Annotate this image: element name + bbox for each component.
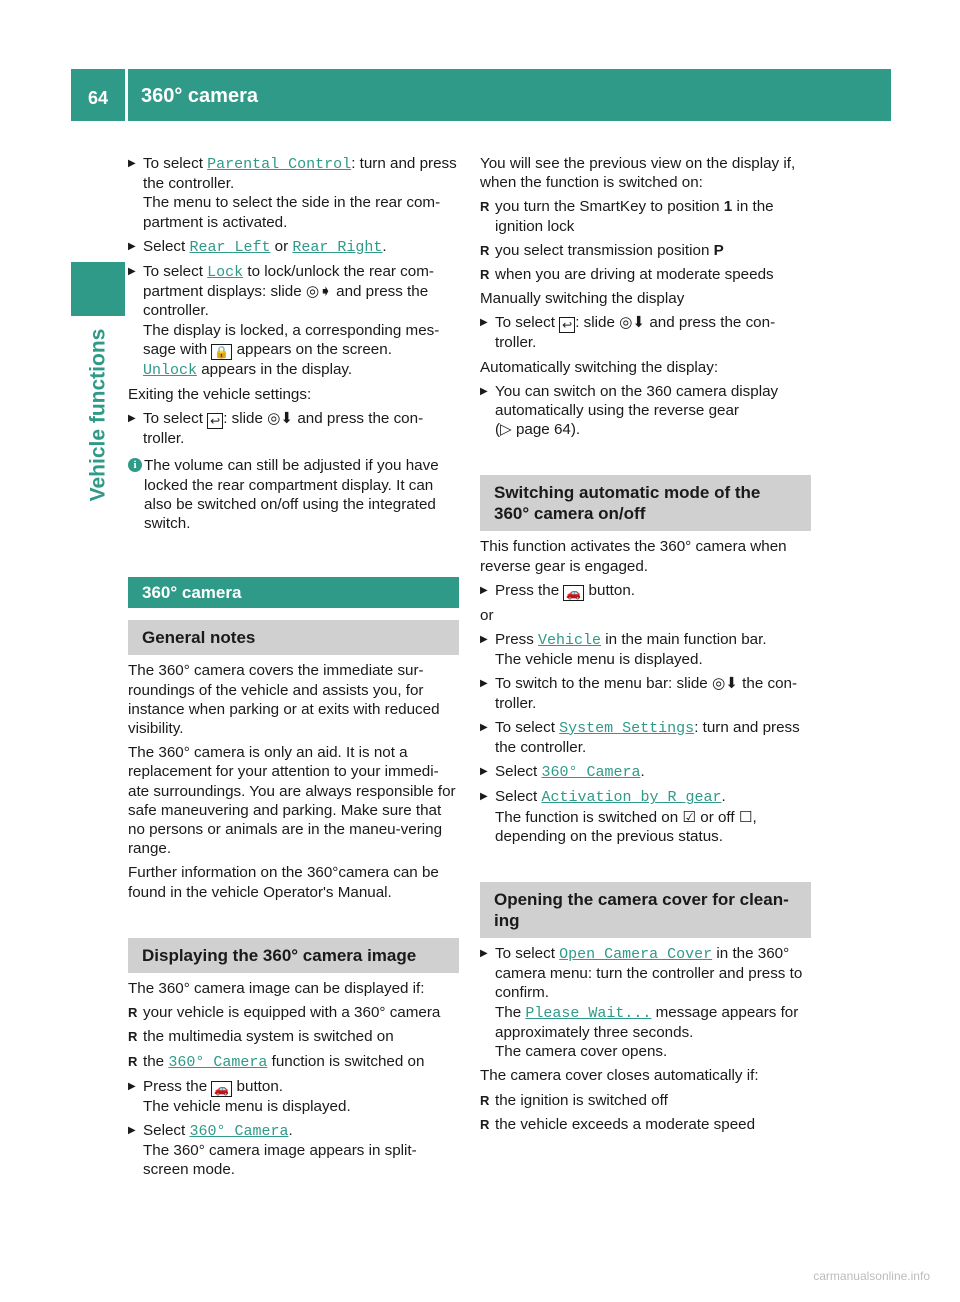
manual-heading: Manually switching the display	[480, 290, 685, 308]
watermark: carmanualsonline.info	[813, 1268, 930, 1283]
menu-item-lock: Lock	[207, 264, 244, 282]
step-text: and press the con-troller.	[495, 314, 776, 352]
step-text: To select	[495, 314, 560, 332]
auto-heading: Automatically switching the display:	[480, 358, 719, 376]
right-column	[480, 154, 811, 1139]
step-system-settings	[480, 718, 811, 757]
condition-bullet: R the multimedia system is switched on	[128, 1027, 459, 1046]
controller-slide-down-icon: ◎⬇	[711, 675, 738, 693]
step-text: : slide	[223, 410, 268, 428]
step-text: and press the con-troller.	[143, 410, 424, 448]
step-auto-switch	[480, 382, 811, 440]
checkbox-checked-icon: ☑	[682, 808, 697, 826]
step-text: .	[382, 237, 387, 255]
back-icon: ↩	[207, 413, 223, 429]
general-paragraph: Further information on the 360°camera can be found in the vehicle Operator's Manual.	[128, 864, 439, 901]
condition-bullet	[480, 197, 811, 235]
menu-item-system-settings: System Settings	[559, 719, 695, 737]
left-column	[128, 154, 459, 1185]
step-text: Press	[495, 631, 539, 649]
close-intro: The camera cover closes automatically if:	[480, 1067, 759, 1085]
step-result: ,	[752, 808, 757, 826]
page-reference: (▷ page 64).	[495, 421, 581, 439]
step-text: To switch to the menu bar: slide	[495, 675, 712, 693]
bullet-text: in the ignition lock	[495, 198, 774, 235]
menu-item-360-camera: 360° Camera	[541, 764, 641, 782]
step-text: and press the controller.	[143, 283, 429, 320]
step-text: Select	[495, 788, 542, 806]
step-text: To select	[143, 410, 208, 428]
menu-item-vehicle: Vehicle	[538, 632, 602, 650]
subheading-displaying-image: Displaying the 360° camera image	[128, 938, 459, 973]
step-select-side	[128, 237, 459, 257]
step-open-camera-cover	[480, 944, 811, 1061]
step-text: button.	[584, 581, 635, 599]
step-text: : slide	[575, 314, 620, 332]
function-360-camera: 360° Camera	[168, 1053, 268, 1071]
step-text: To select	[143, 263, 208, 281]
step-result: appears in the display.	[197, 360, 353, 378]
condition-bullet: R the ignition is switched off	[480, 1091, 811, 1110]
subheading-general-notes: General notes	[128, 620, 459, 655]
step-result: The display is locked, a corresponding mes-sage with	[143, 321, 440, 358]
step-activation-r-gear	[480, 787, 811, 846]
lock-icon: 🔒	[211, 344, 232, 360]
step-text: Select	[495, 763, 542, 781]
page-header	[71, 69, 891, 121]
step-text: Select	[143, 1121, 190, 1139]
info-text: The volume can still be adjusted if you have locked the rear compartment display. It can also be switched on/off using the integrated switch.	[144, 457, 439, 533]
step-lock	[128, 262, 459, 380]
previous-view-intro: You will see the previous view on the display if, when the function is switched on:	[480, 155, 796, 192]
step-result: The menu to select the side in the rear com-partment is activated.	[143, 194, 441, 231]
step-text: To select	[495, 945, 560, 963]
step-text: Select	[143, 237, 190, 255]
vehicle-button-icon: 🚗	[211, 1081, 232, 1097]
step-select-360-camera	[480, 762, 811, 782]
chapter-label-text: Vehicle functions	[86, 328, 110, 502]
condition-bullet: R your vehicle is equipped with a 360° camera	[128, 1003, 459, 1022]
info-icon: i	[128, 458, 142, 472]
bullet-text: you turn the SmartKey to position	[495, 198, 724, 216]
or-text: or	[480, 606, 494, 624]
subheading-camera-cover: Opening the camera cover for clean-ing	[480, 882, 811, 938]
bullet-text: function is switched on	[267, 1052, 425, 1070]
menu-item-rear-right: Rear Right	[292, 238, 383, 256]
menu-item-activation-by-r-gear: Activation by R gear	[541, 789, 722, 807]
page-title: 360° camera	[141, 85, 258, 107]
bullet-bold: 1	[723, 198, 733, 216]
step-result: message appears for approximately three seconds.	[495, 1003, 799, 1041]
step-press-vehicle-menu	[480, 630, 811, 669]
message-please-wait: Please Wait...	[525, 1004, 652, 1022]
step-text: .	[288, 1121, 293, 1139]
general-paragraph: The 360° camera covers the immediate sur-roundings of the vehicle and assists you, for instance when parking or at exits with reduced visibility.	[128, 662, 440, 738]
page-number: 64	[87, 88, 109, 108]
step-result: appears on the screen.	[232, 340, 392, 358]
step-text: : turn and press the controller.	[495, 718, 800, 757]
step-text: You can switch on the 360 camera display automatically using the reverse gear	[495, 382, 779, 420]
menu-item-rear-left: Rear Left	[189, 238, 271, 256]
header-divider	[125, 69, 128, 121]
controller-slide-down-icon: ◎⬇	[267, 410, 294, 428]
chapter-tab	[71, 262, 125, 316]
step-parental-control	[128, 154, 459, 232]
back-icon: ↩	[559, 317, 575, 333]
step-text: the con-troller.	[495, 675, 798, 712]
step-exit	[128, 409, 459, 448]
menu-item-open-camera-cover: Open Camera Cover	[559, 946, 713, 964]
switch-paragraph: This function activates the 360° camera when reverse gear is engaged.	[480, 538, 787, 575]
menu-item-parental-control: Parental Control	[207, 156, 352, 173]
step-text: .	[640, 763, 645, 781]
controller-slide-down-icon: ◎⬇	[619, 314, 646, 332]
exit-heading: Exiting the vehicle settings:	[128, 386, 312, 404]
bullet-bold: P	[713, 241, 724, 259]
vehicle-button-icon: 🚗	[563, 585, 584, 601]
step-result: or off	[696, 808, 739, 826]
step-manual-switch	[480, 313, 811, 352]
step-text: button.	[232, 1077, 283, 1095]
condition-bullet: R when you are driving at moderate speeds	[480, 265, 811, 284]
step-text: To select	[495, 718, 560, 736]
step-result: depending on the previous status.	[495, 827, 723, 845]
step-select-360-camera	[128, 1121, 459, 1180]
display-intro: The 360° camera image can be displayed if:	[128, 979, 425, 997]
step-press-vehicle	[480, 581, 811, 601]
info-note	[128, 456, 459, 533]
condition-bullet: R the vehicle exceeds a moderate speed	[480, 1115, 811, 1134]
general-paragraph: The 360° camera is only an aid. It is not a replacement for your attention to your immedi-ate surroundings. You are always responsible for safe maneuvering and parking. Make sure that no persons or animals are in the maneu-vering range.	[128, 744, 456, 858]
step-text: To select	[143, 155, 208, 172]
controller-slide-right-icon: ◎➧	[305, 283, 332, 301]
step-text: Press the	[495, 581, 564, 599]
step-text: : turn and press the controller.	[143, 155, 457, 193]
step-result: The vehicle menu is displayed.	[495, 651, 703, 669]
step-text: Press the	[143, 1077, 212, 1095]
bullet-text: you select transmission position	[495, 241, 714, 259]
step-text: in the 360° camera menu: turn the controller and press to confirm.	[495, 945, 803, 1002]
step-text: to lock/unlock the rear com-partment displays: slide	[143, 263, 434, 301]
step-result: The	[495, 1003, 526, 1021]
bullet-text: the	[143, 1052, 169, 1070]
menu-item-unlock: Unlock	[143, 361, 198, 379]
step-result: The 360° camera image appears in split-screen mode.	[143, 1142, 417, 1179]
step-text: .	[721, 788, 726, 806]
menu-item-360-camera: 360° Camera	[189, 1122, 289, 1140]
checkbox-empty-icon: ☐	[738, 808, 753, 826]
step-press-vehicle	[128, 1077, 459, 1116]
step-result: The vehicle menu is displayed.	[143, 1097, 351, 1115]
condition-bullet	[128, 1052, 459, 1072]
section-heading-360-camera: 360° camera	[128, 577, 459, 608]
step-text: or	[270, 237, 293, 255]
condition-bullet	[480, 241, 811, 260]
step-result: The function is switched on	[495, 808, 683, 826]
step-result: The camera cover opens.	[495, 1043, 668, 1061]
step-text: in the main function bar.	[601, 631, 767, 649]
subheading-automatic-mode: Switching automatic mode of the 360° camera on/off	[480, 475, 811, 531]
step-menu-bar	[480, 674, 811, 712]
